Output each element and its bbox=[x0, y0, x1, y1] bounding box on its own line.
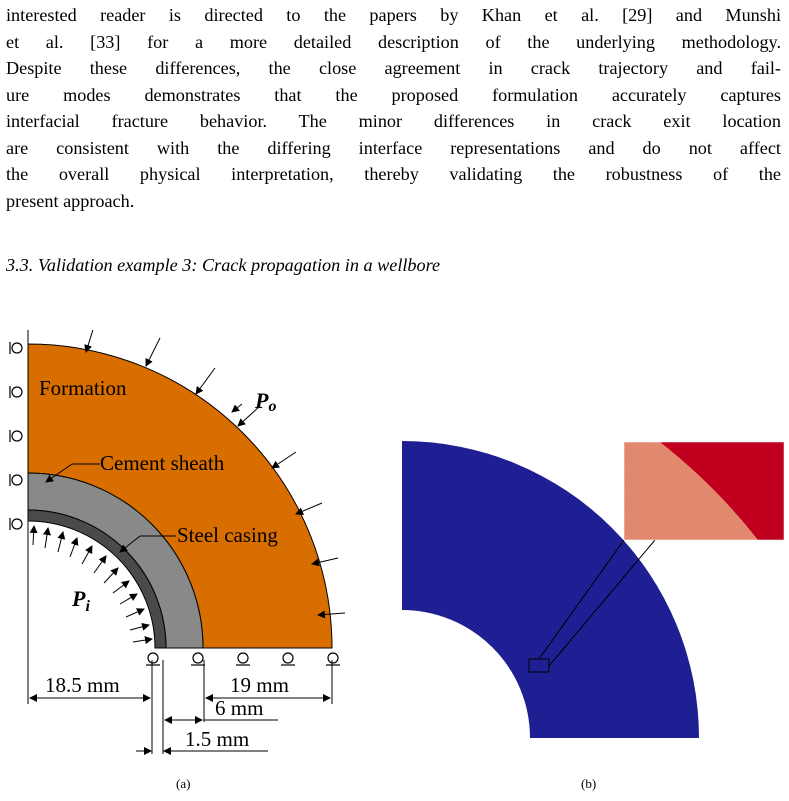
dim-19-label: 19 mm bbox=[230, 673, 289, 697]
cement-sheath-label: Cement sheath bbox=[100, 451, 225, 475]
dim-18-5-label: 18.5 mm bbox=[45, 673, 120, 697]
dim-1-5-label: 1.5 mm bbox=[185, 727, 250, 751]
paragraph-line: Despite these differences, the close agreement in crack trajectory and fail- bbox=[6, 58, 781, 78]
paragraph-line: ure modes demonstrates that the proposed formulation accurately captures bbox=[6, 84, 781, 105]
zoom-inset bbox=[624, 442, 784, 540]
steel-casing-label: Steel casing bbox=[177, 523, 278, 547]
paragraph-line: present approach. bbox=[6, 190, 135, 211]
dimension-lines bbox=[28, 648, 332, 754]
formation-label: Formation bbox=[39, 376, 127, 400]
paragraph-line: interfacial fracture behavior. The minor differences in crack exit location bbox=[6, 111, 781, 131]
paragraph-line: the overall physical interpretation, thereby validating the robustness of the bbox=[6, 164, 781, 184]
figure-a-caption: (a) bbox=[176, 776, 191, 791]
paragraph-line: are consistent with the differing interface representations and do not affect bbox=[6, 137, 781, 158]
left-roller-supports bbox=[10, 342, 22, 530]
paragraph-line: et al. [33] for a more detailed description of the underlying methodology. bbox=[6, 31, 781, 52]
dim-6-label: 6 mm bbox=[215, 696, 264, 720]
figure-b-mesh bbox=[396, 436, 788, 756]
section-heading: 3.3. Validation example 3: Crack propagation in a wellbore bbox=[6, 255, 441, 275]
pi-label: $P_i$ bbox=[72, 586, 90, 615]
paragraph-line: interested reader is directed to the papers by Khan et al. [29] and Munshi bbox=[6, 5, 781, 25]
figure-b-caption: (b) bbox=[581, 776, 597, 791]
figure-a-geometry bbox=[0, 330, 380, 760]
bottom-roller-supports bbox=[146, 653, 340, 665]
po-label: Po bbox=[255, 388, 277, 415]
body-paragraph bbox=[6, 2, 781, 214]
